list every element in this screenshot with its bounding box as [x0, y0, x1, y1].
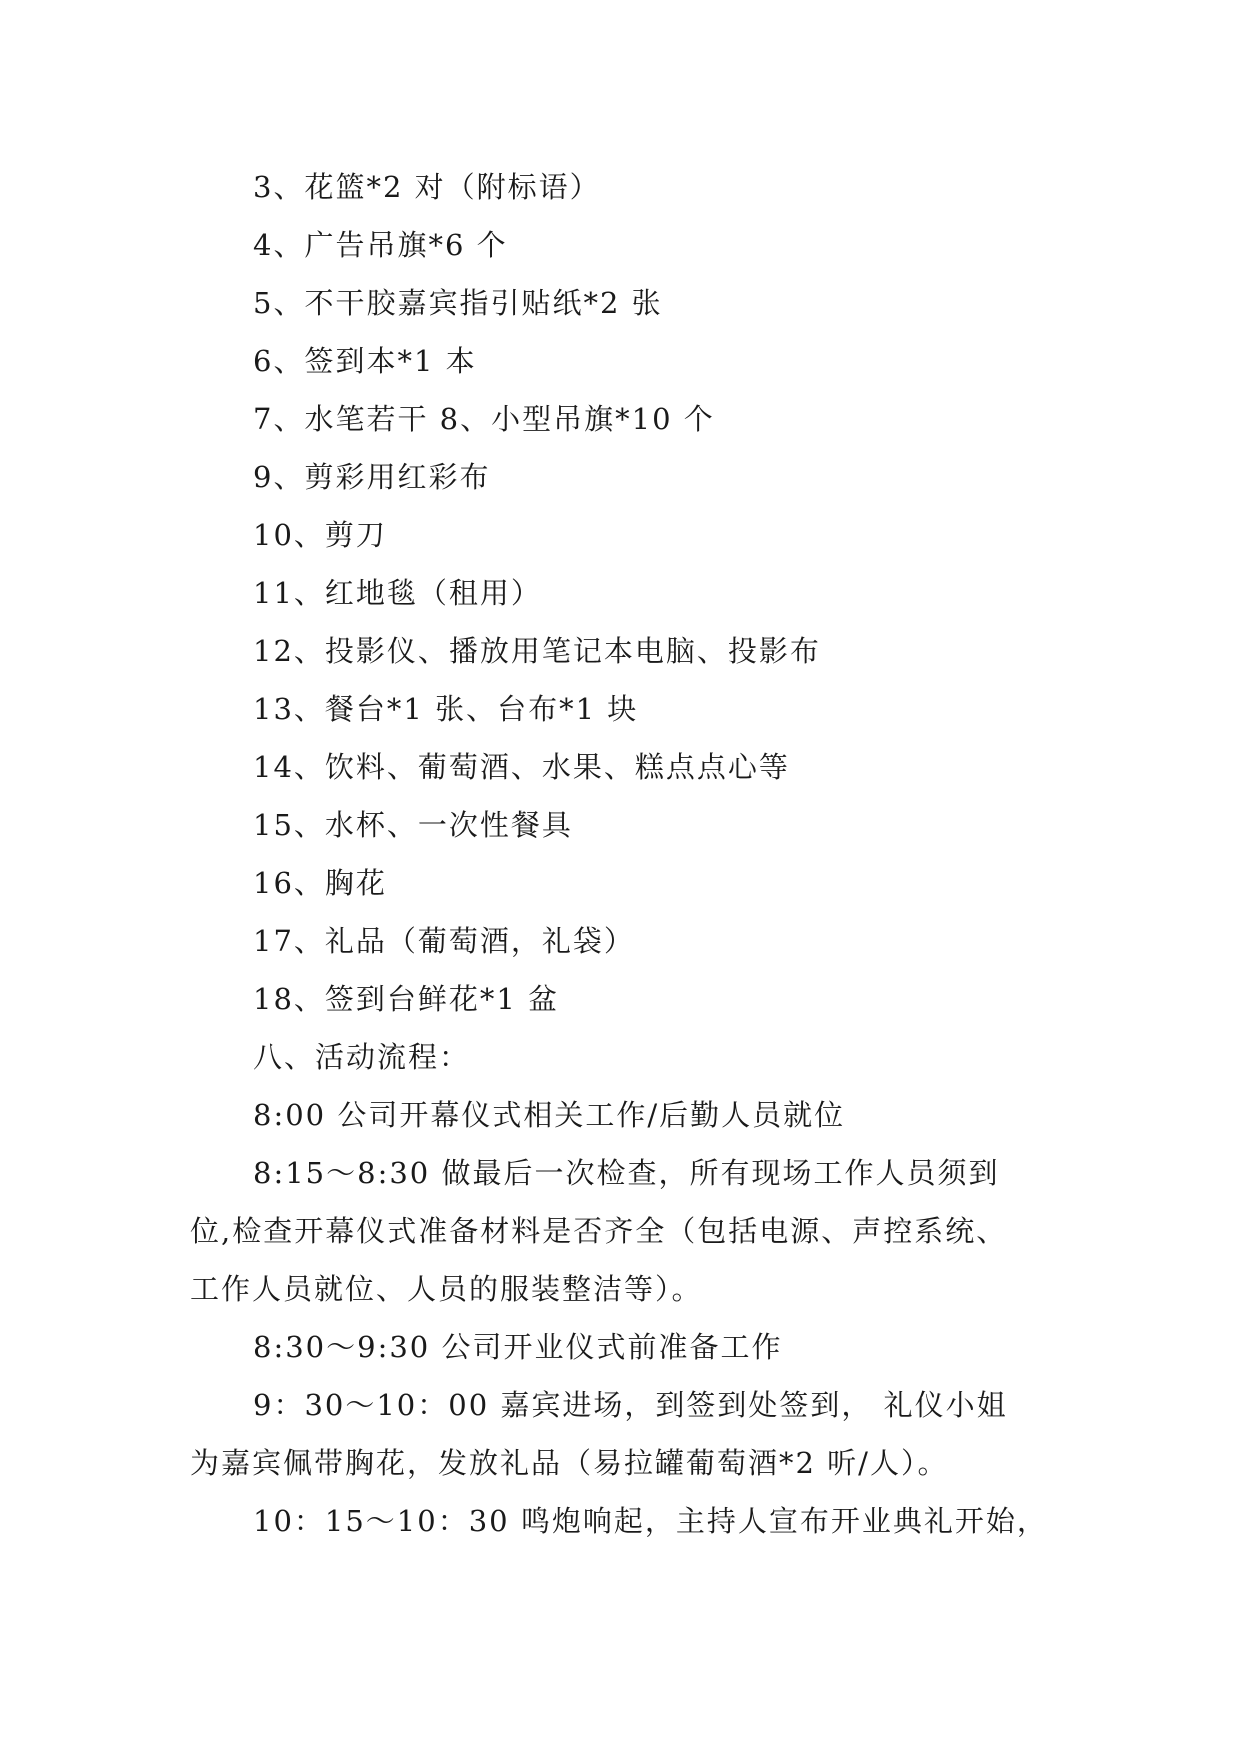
schedule-entry: 8:00 公司开幕仪式相关工作/后勤人员就位 — [253, 1098, 846, 1132]
list-item: 18、签到台鲜花*1 盆 — [253, 982, 560, 1016]
schedule-entry: 8:30～9:30 公司开业仪式前准备工作 — [253, 1330, 783, 1364]
list-item: 9、剪彩用红彩布 — [253, 460, 491, 494]
document-body — [190, 158, 1070, 1550]
schedule-text: 工作人员就位、人员的服装整洁等）。 — [190, 1272, 703, 1306]
schedule-entry — [190, 1144, 1070, 1318]
list-item: 14、饮料、葡萄酒、水果、糕点点心等 — [253, 750, 790, 784]
list-item: 16、胸花 — [253, 866, 387, 900]
list-item: 5、不干胶嘉宾指引贴纸*2 张 — [253, 286, 663, 320]
schedule-text: 为嘉宾佩带胸花，发放礼品（易拉罐葡萄酒*2 听/人）。 — [190, 1446, 949, 1480]
list-item: 11、红地毯（租用） — [253, 576, 542, 610]
list-item: 12、投影仪、播放用笔记本电脑、投影布 — [253, 634, 821, 668]
list-item: 4、广告吊旗*6 个 — [253, 228, 508, 262]
schedule-entry — [190, 1376, 1070, 1492]
section-heading: 八、活动流程： — [253, 1040, 471, 1074]
list-item: 7、水笔若干 8、小型吊旗*10 个 — [253, 402, 715, 436]
schedule-text: 8:15～8:30 做最后一次检查，所有现场工作人员须到 — [253, 1156, 1000, 1190]
list-item: 6、签到本*1 本 — [253, 344, 477, 378]
list-item: 15、水杯、一次性餐具 — [253, 808, 573, 842]
list-item: 17、礼品（葡萄酒，礼袋） — [253, 924, 635, 958]
list-item: 13、餐台*1 张、台布*1 块 — [253, 692, 639, 726]
list-item: 3、花篮*2 对（附标语） — [253, 170, 601, 204]
list-item: 10、剪刀 — [253, 518, 387, 552]
schedule-text: 9：30～10：00 嘉宾进场，到签到处签到， 礼仪小姐 — [253, 1388, 1008, 1422]
schedule-text: 位,检查开幕仪式准备材料是否齐全（包括电源、声控系统、 — [190, 1214, 1008, 1248]
schedule-entry: 10：15～10：30 鸣炮响起，主持人宣布开业典礼开始， — [253, 1504, 1048, 1538]
